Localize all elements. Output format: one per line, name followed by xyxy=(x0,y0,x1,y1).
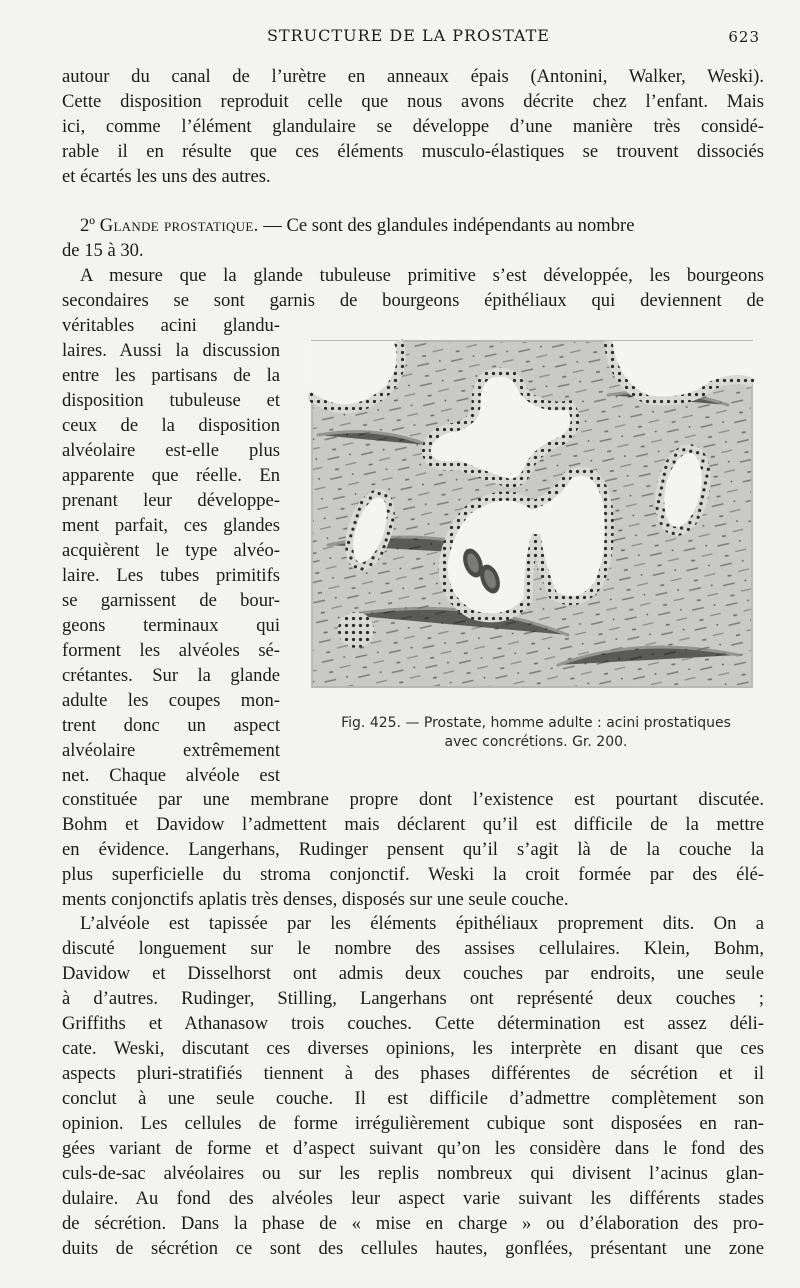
text-line: plus superficielle du stroma conjonctif. Weski la croit formée par des élé- xyxy=(62,864,764,885)
running-header xyxy=(62,22,760,52)
histology-figure xyxy=(308,335,758,695)
text-line: apparente que réelle. En xyxy=(62,465,280,486)
figure-caption xyxy=(318,714,754,752)
text-line: adulte les coupes mon- xyxy=(62,690,280,711)
text-line: discuté longuement sur le nombre des assises cellulaires. Klein, Bohm, xyxy=(62,938,764,959)
text-line: L’alvéole est tapissée par les éléments épithéliaux proprement dits. On a xyxy=(80,913,764,934)
section-number: 2º xyxy=(80,215,100,236)
text-line: disposition tubuleuse et xyxy=(62,390,280,411)
text-line: ici, comme l’élément glandulaire se développe d’une manière très considé- xyxy=(62,116,764,137)
text-line: se garnissent de bour- xyxy=(62,590,280,611)
text-line: crétantes. Sur la glande xyxy=(62,665,280,686)
text-line: forment les alvéoles sé- xyxy=(62,640,280,661)
text-line: de sécrétion. Dans la phase de « mise en charge » ou d’élaboration des pro- xyxy=(62,1213,764,1234)
text-line: entre les partisans de la xyxy=(62,365,280,386)
text-line: acquièrent le type alvéo- xyxy=(62,540,280,561)
text-line: de 15 à 30. xyxy=(62,240,144,261)
section-heading: Glande prostatique. xyxy=(99,215,259,236)
text-line: A mesure que la glande tubuleuse primitive s’est développée, les bourgeons xyxy=(80,265,764,286)
text-line: véritables acini glandu- xyxy=(62,315,280,336)
text-line xyxy=(62,213,764,238)
text-line: prenant leur développe- xyxy=(62,490,280,511)
text-line: net. Chaque alvéole est xyxy=(62,765,280,786)
text-line: Griffiths et Athanasow trois couches. Cette détermination est assez déli- xyxy=(62,1013,764,1034)
heading-continuation: — Ce sont des glandules indépendants au nombre xyxy=(258,215,635,236)
text-line: à d’autres. Rudinger, Stilling, Langerhans ont représenté deux couches ; xyxy=(62,988,764,1009)
text-line: aspects pluri-stratifiés tiennent à des phases différentes de sécrétion et il xyxy=(62,1063,764,1084)
text-line: autour du canal de l’urètre en anneaux épais (Antonini, Walker, Weski). xyxy=(62,66,764,87)
caption-line: avec concrétions. Gr. 200. xyxy=(444,734,628,750)
paragraph-2 xyxy=(62,213,764,263)
paragraph-4 xyxy=(62,911,764,1261)
text-line: ceux de la disposition xyxy=(62,415,280,436)
text-line: constituée par une membrane propre dont l’existence est pourtant discutée. xyxy=(62,789,764,810)
text-line: ment parfait, ces glandes xyxy=(62,515,280,536)
text-line: en évidence. Langerhans, Rudinger pensent qu’il s’agit là de la couche la xyxy=(62,839,764,860)
text-line: alvéolaire extrêmement xyxy=(62,740,280,761)
text-line: laire. Les tubes primitifs xyxy=(62,565,280,586)
text-line: Bohm et Davidow l’admettent mais déclarent qu’il est difficile de la mettre xyxy=(62,814,764,835)
text-line: dulaire. Au fond des alvéoles leur aspect varie suivant les différents stades xyxy=(62,1188,764,1209)
text-line: laires. Aussi la discussion xyxy=(62,340,280,361)
text-line: conclut à une seule couche. Il est difficile d’admettre complètement son xyxy=(62,1088,764,1109)
text-line: gées variant de forme et d’aspect suivant qu’on les considère dans le fond des xyxy=(62,1138,764,1159)
paragraph-3-wrapped-column xyxy=(62,313,280,788)
text-line: alvéolaire est-elle plus xyxy=(62,440,280,461)
text-line: culs-de-sac alvéolaires ou sur les replis nombreux qui divisent l’acinus glan- xyxy=(62,1163,764,1184)
text-line: duits de sécrétion ce sont des cellules hautes, gonflées, présentant une zone xyxy=(62,1238,764,1259)
paragraph-3-start xyxy=(62,263,764,313)
text-line: rable il en résulte que ces éléments musculo-élastiques se trouvent dissociés xyxy=(62,141,764,162)
text-line: geons terminaux qui xyxy=(62,615,280,636)
text-line: cate. Weski, discutant ces diverses opinions, les interprète en disant que ces xyxy=(62,1038,764,1059)
text-line: Davidow et Disselhorst ont admis deux couches par endroits, une seule xyxy=(62,963,764,984)
text-line: trent donc un aspect xyxy=(62,715,280,736)
paragraph-1 xyxy=(62,64,764,189)
prostate-acini-illustration xyxy=(308,335,758,695)
text-line: opinion. Les cellules de forme irrégulièrement cubique sont disposées en ran- xyxy=(62,1113,764,1134)
text-line: ments conjonctifs aplatis très denses, disposés sur une seule couche. xyxy=(62,889,569,910)
paragraph-3-end xyxy=(62,787,764,912)
text-line: secondaires se sont garnis de bourgeons épithéliaux qui deviennent de xyxy=(62,290,764,311)
caption-line: Fig. 425. — Prostate, homme adulte : acini prostatiques xyxy=(341,715,731,731)
text-line: et écartés les uns des autres. xyxy=(62,166,271,187)
text-line: Cette disposition reproduit celle que nous avons décrite chez l’enfant. Mais xyxy=(62,91,764,112)
running-title: STRUCTURE DE LA PROSTATE xyxy=(267,26,550,45)
page-number: 623 xyxy=(728,28,760,46)
